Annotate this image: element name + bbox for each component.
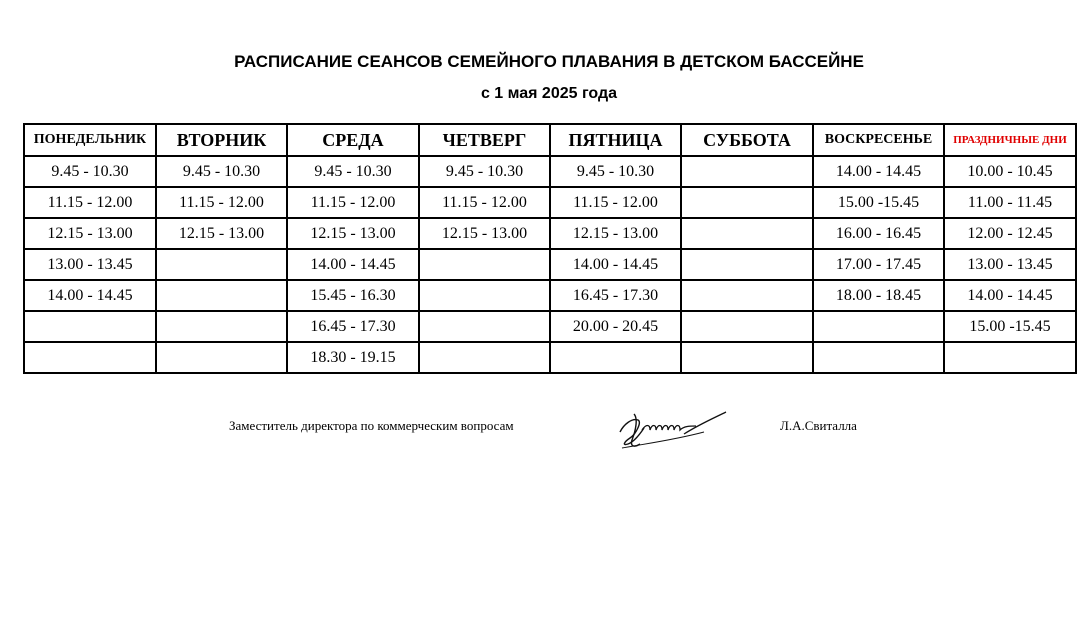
schedule-cell xyxy=(419,342,550,373)
schedule-cell: 17.00 - 17.45 xyxy=(813,249,944,280)
header-sunday: ВОСКРЕСЕНЬЕ xyxy=(813,124,944,156)
header-holidays: ПРАЗДНИЧНЫЕ ДНИ xyxy=(944,124,1076,156)
schedule-cell: 14.00 - 14.45 xyxy=(944,280,1076,311)
schedule-cell: 9.45 - 10.30 xyxy=(156,156,287,187)
table-row xyxy=(24,218,1076,249)
schedule-cell: 9.45 - 10.30 xyxy=(419,156,550,187)
schedule-cell: 11.15 - 12.00 xyxy=(419,187,550,218)
table-row xyxy=(24,187,1076,218)
schedule-cell: 9.45 - 10.30 xyxy=(550,156,681,187)
table-row xyxy=(24,249,1076,280)
schedule-cell: 9.45 - 10.30 xyxy=(24,156,156,187)
schedule-cell: 15.00 -15.45 xyxy=(813,187,944,218)
schedule-cell xyxy=(156,249,287,280)
schedule-body xyxy=(24,156,1076,373)
schedule-cell: 18.30 - 19.15 xyxy=(287,342,419,373)
schedule-cell: 9.45 - 10.30 xyxy=(287,156,419,187)
schedule-cell: 11.00 - 11.45 xyxy=(944,187,1076,218)
schedule-cell: 11.15 - 12.00 xyxy=(287,187,419,218)
table-row xyxy=(24,156,1076,187)
schedule-cell xyxy=(681,187,813,218)
schedule-cell xyxy=(156,280,287,311)
schedule-cell: 16.45 - 17.30 xyxy=(287,311,419,342)
schedule-cell xyxy=(681,249,813,280)
schedule-cell: 14.00 - 14.45 xyxy=(550,249,681,280)
schedule-cell: 11.15 - 12.00 xyxy=(24,187,156,218)
signature-block xyxy=(0,400,1088,460)
schedule-cell: 16.45 - 17.30 xyxy=(550,280,681,311)
document-subtitle: с 1 мая 2025 года xyxy=(480,85,618,102)
header-monday: ПОНЕДЕЛЬНИК xyxy=(24,124,156,156)
schedule-cell: 12.15 - 13.00 xyxy=(550,218,681,249)
header-wednesday: СРЕДА xyxy=(287,124,419,156)
schedule-cell xyxy=(681,342,813,373)
header-thursday: ЧЕТВЕРГ xyxy=(419,124,550,156)
schedule-cell: 16.00 - 16.45 xyxy=(813,218,944,249)
schedule-cell: 15.45 - 16.30 xyxy=(287,280,419,311)
schedule-cell xyxy=(24,311,156,342)
header-saturday: СУББОТА xyxy=(681,124,813,156)
schedule-cell: 13.00 - 13.45 xyxy=(944,249,1076,280)
table-row xyxy=(24,280,1076,311)
schedule-cell: 12.15 - 13.00 xyxy=(287,218,419,249)
schedule-cell xyxy=(813,311,944,342)
schedule-cell xyxy=(550,342,681,373)
schedule-cell: 13.00 - 13.45 xyxy=(24,249,156,280)
schedule-cell xyxy=(419,280,550,311)
schedule-cell: 12.00 - 12.45 xyxy=(944,218,1076,249)
schedule-cell xyxy=(419,311,550,342)
schedule-cell: 12.15 - 13.00 xyxy=(156,218,287,249)
schedule-cell xyxy=(681,156,813,187)
schedule-cell: 11.15 - 12.00 xyxy=(156,187,287,218)
schedule-cell xyxy=(156,342,287,373)
schedule-cell xyxy=(681,280,813,311)
schedule-cell: 18.00 - 18.45 xyxy=(813,280,944,311)
table-row xyxy=(24,342,1076,373)
schedule-cell xyxy=(419,249,550,280)
table-row xyxy=(24,311,1076,342)
schedule-cell: 11.15 - 12.00 xyxy=(550,187,681,218)
schedule-table xyxy=(23,123,1077,374)
schedule-cell: 10.00 - 10.45 xyxy=(944,156,1076,187)
signatory-position: Заместитель директора по коммерческим вопросам xyxy=(229,418,514,433)
schedule-cell: 14.00 - 14.45 xyxy=(24,280,156,311)
table-header-row xyxy=(24,124,1076,156)
schedule-cell: 14.00 - 14.45 xyxy=(287,249,419,280)
handwritten-signature xyxy=(614,404,732,450)
schedule-cell: 12.15 - 13.00 xyxy=(419,218,550,249)
schedule-cell xyxy=(24,342,156,373)
schedule-cell: 20.00 - 20.45 xyxy=(550,311,681,342)
schedule-cell: 14.00 - 14.45 xyxy=(813,156,944,187)
header-friday: ПЯТНИЦА xyxy=(550,124,681,156)
schedule-cell: 12.15 - 13.00 xyxy=(24,218,156,249)
schedule-cell xyxy=(813,342,944,373)
header-tuesday: ВТОРНИК xyxy=(156,124,287,156)
schedule-cell xyxy=(681,218,813,249)
schedule-cell: 15.00 -15.45 xyxy=(944,311,1076,342)
schedule-cell xyxy=(944,342,1076,373)
document-title: РАСПИСАНИЕ СЕАНСОВ СЕМЕЙНОГО ПЛАВАНИЯ В ДЕТСКОМ БАССЕЙНЕ xyxy=(234,52,864,71)
signatory-name: Л.А.Свиталла xyxy=(780,418,857,433)
schedule-cell xyxy=(156,311,287,342)
schedule-cell xyxy=(681,311,813,342)
